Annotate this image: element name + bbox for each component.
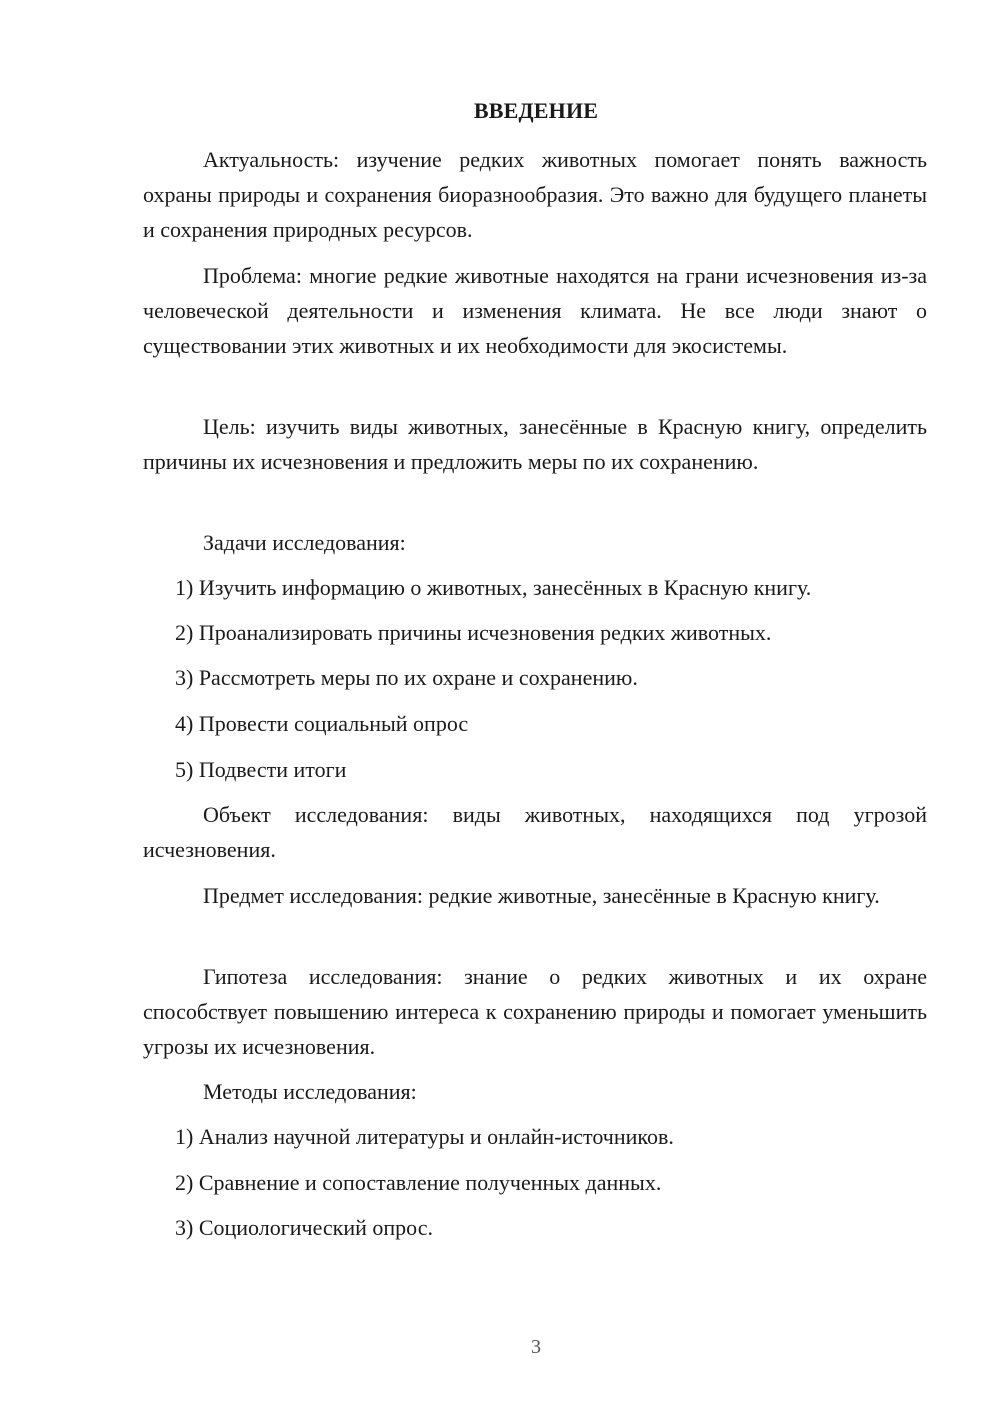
object-paragraph: Объект исследования: виды животных, находящихся под угрозой исчезновения. bbox=[143, 802, 927, 862]
task-item: 1) Изучить информацию о животных, занесённых в Красную книгу. bbox=[175, 575, 812, 600]
goal-paragraph: Цель: изучить виды животных, занесённые в Красную книгу, определить причины их исчезновения и предложить меры по их сохранению. bbox=[143, 414, 927, 474]
task-item: 5) Подвести итоги bbox=[175, 757, 347, 782]
method-item: 3) Социологический опрос. bbox=[175, 1215, 433, 1240]
method-item: 1) Анализ научной литературы и онлайн-источников. bbox=[175, 1124, 674, 1149]
hypothesis-paragraph: Гипотеза исследования: знание о редких животных и их охране способствует повышению интереса к сохранению природы и помогает уменьшить угрозы их исчезновения. bbox=[143, 964, 927, 1059]
page-number: 3 bbox=[531, 1336, 541, 1358]
methods-heading: Методы исследования: bbox=[203, 1079, 417, 1104]
problem-paragraph: Проблема: многие редкие животные находятся на грани исчезновения из-за человеческой деятельности и изменения климата. Не все люди знают о существовании этих животных и их необходимости для экосистемы. bbox=[143, 263, 927, 358]
section-title: ВВЕДЕНИЕ bbox=[473, 98, 599, 123]
subject-paragraph: Предмет исследования: редкие животные, занесённые в Красную книгу. bbox=[203, 883, 880, 908]
tasks-heading: Задачи исследования: bbox=[203, 530, 406, 555]
method-item: 2) Сравнение и сопоставление полученных данных. bbox=[175, 1170, 662, 1195]
task-item: 2) Проанализировать причины исчезновения редких животных. bbox=[175, 620, 772, 645]
task-item: 3) Рассмотреть меры по их охране и сохранению. bbox=[175, 665, 638, 690]
relevance-paragraph: Актуальность: изучение редких животных помогает понять важность охраны природы и сохранения биоразнообразия. Это важно для будущего планеты и сохранения природных ресурсов. bbox=[143, 147, 927, 242]
task-item: 4) Провести социальный опрос bbox=[175, 711, 469, 736]
